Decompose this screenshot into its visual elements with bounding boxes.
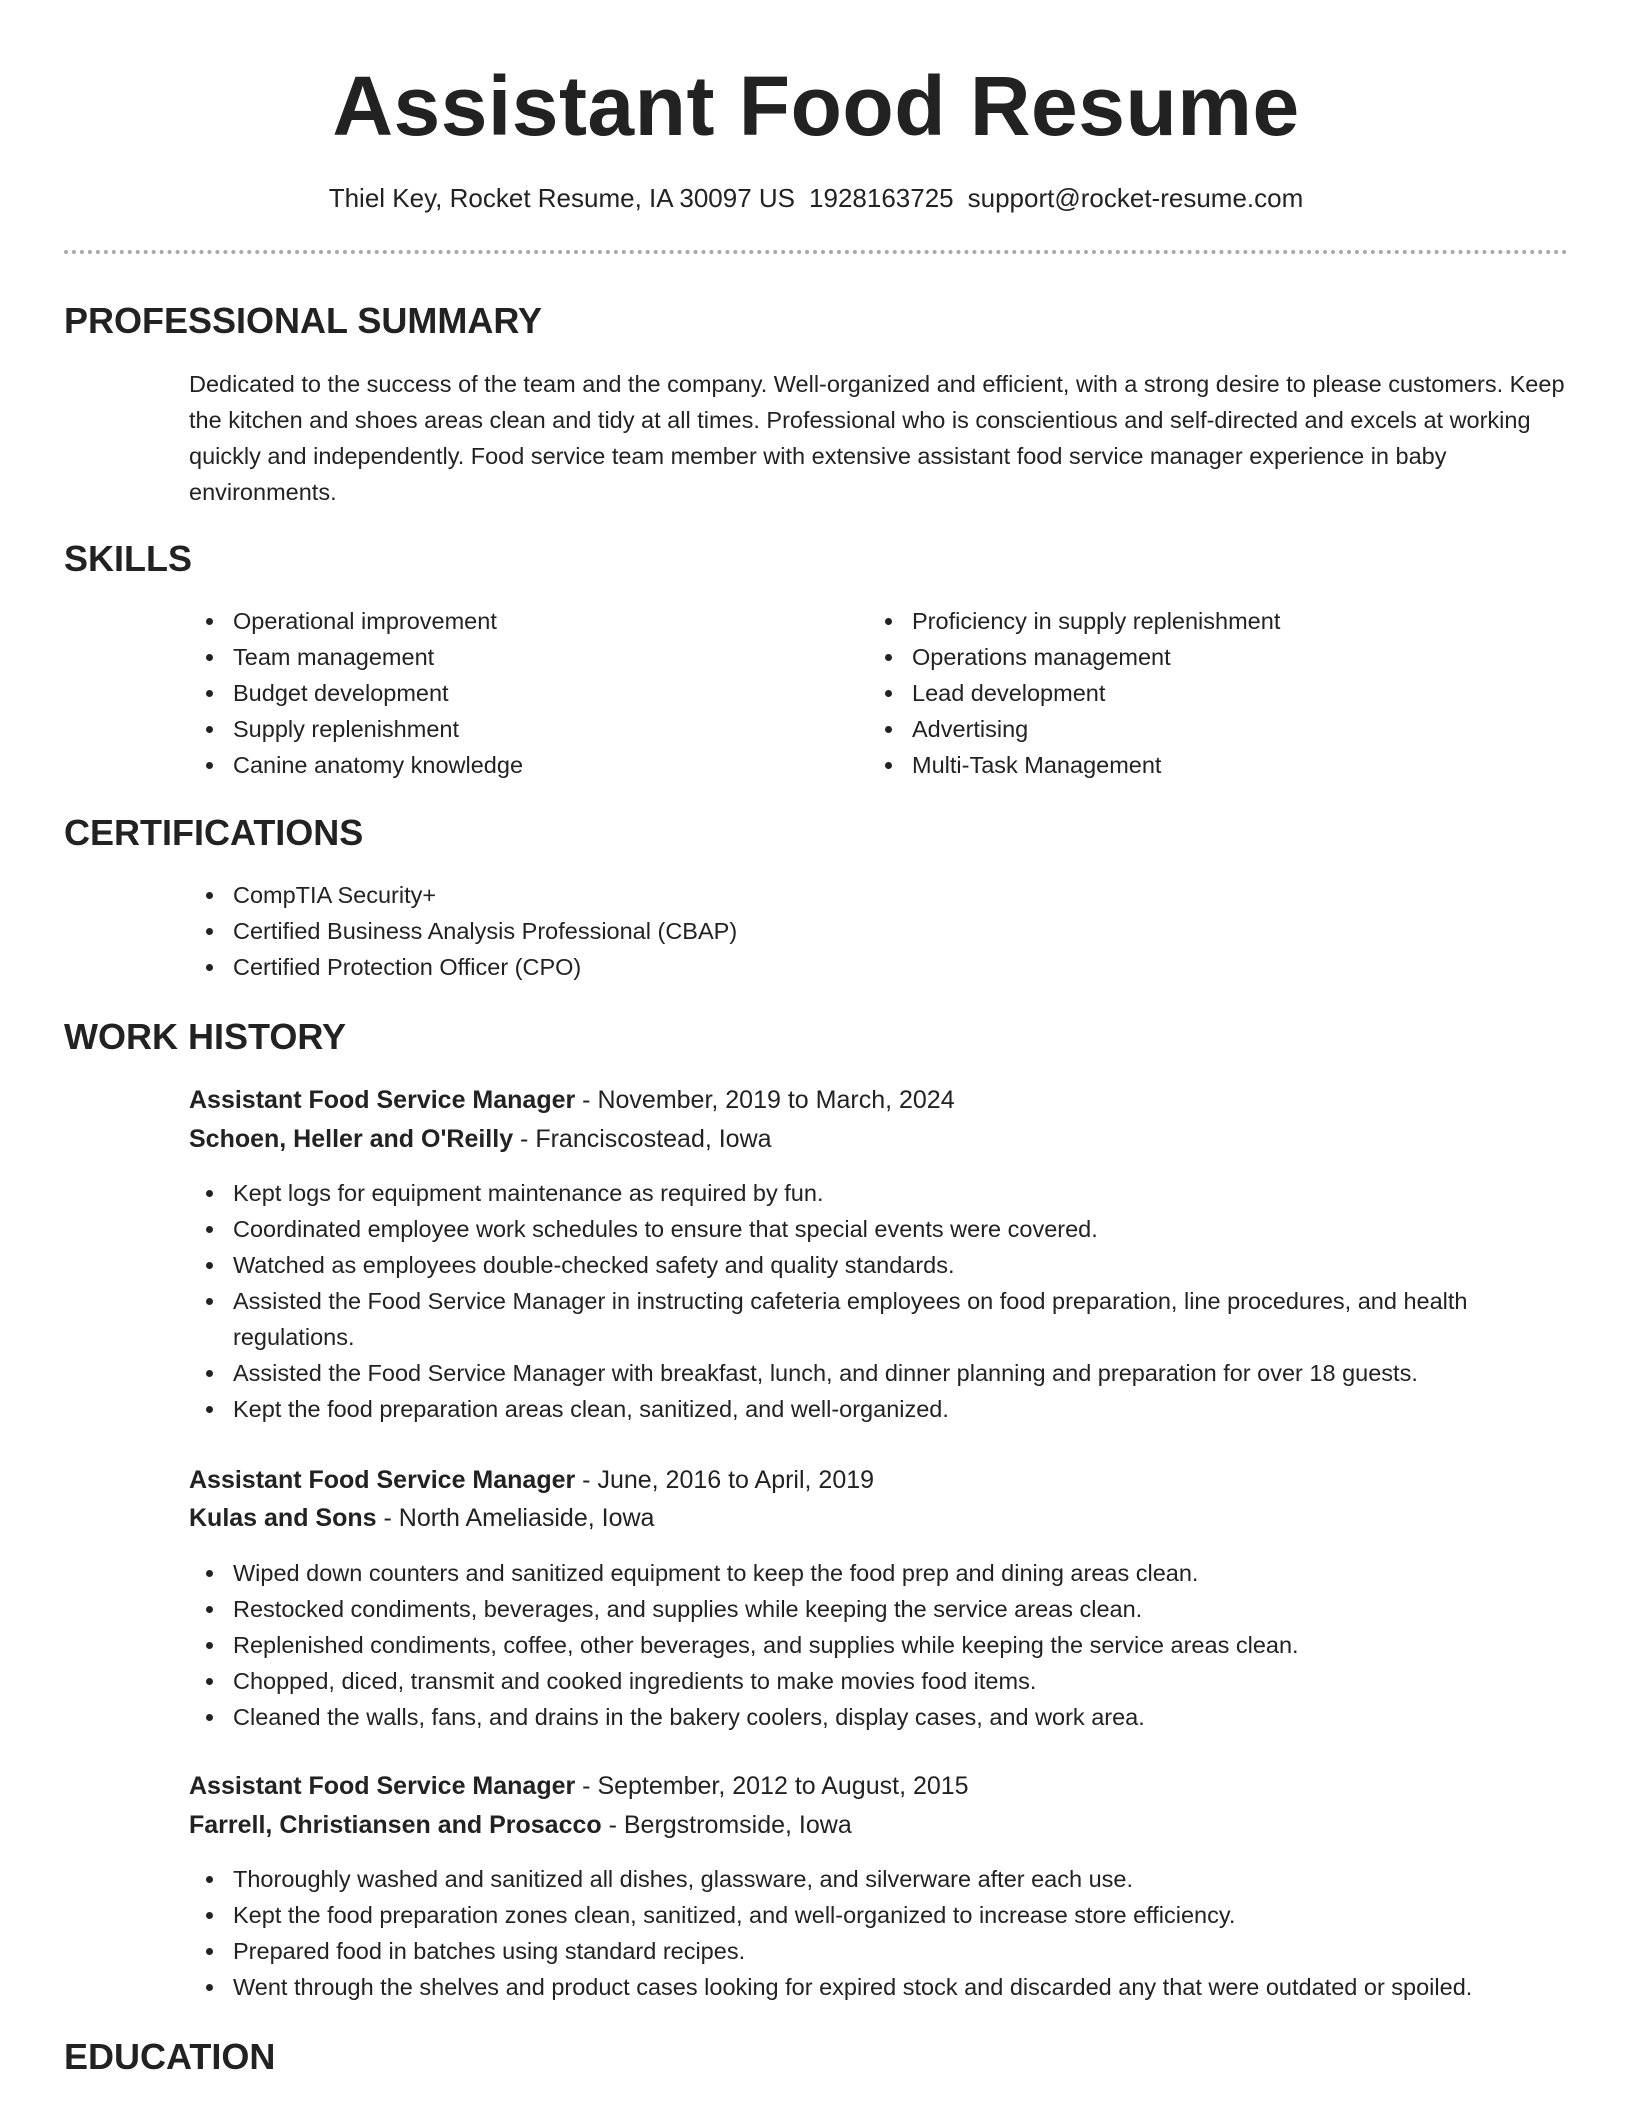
contact-line bbox=[0, 180, 1632, 216]
job-title: Assistant Food Service Manager bbox=[189, 1086, 576, 1114]
contact-phone: 1928163725 bbox=[809, 183, 954, 213]
job-title-line bbox=[189, 1461, 874, 1499]
list-item: Team management bbox=[189, 639, 829, 675]
list-item: Canine anatomy knowledge bbox=[189, 747, 829, 783]
job-company-line bbox=[189, 1499, 654, 1537]
job-company-line bbox=[189, 1120, 772, 1158]
list-item: Chopped, diced, transmit and cooked ingredients to make movies food items. bbox=[189, 1663, 1569, 1699]
list-item: Coordinated employee work schedules to ensure that special events were covered. bbox=[189, 1211, 1569, 1247]
certifications-list bbox=[189, 877, 1289, 985]
summary-text: Dedicated to the success of the team and the company. Well-organized and efficient, with a strong desire to please customers. Keep the kitchen and shoes areas clean and tidy at all times. Professional who is conscientious and self-directed and excels at working quickly and independently. Food service team member with extensive assistant food service manager experience in baby environments. bbox=[189, 371, 1565, 505]
list-item: CompTIA Security+ bbox=[189, 877, 1289, 913]
list-item: Wiped down counters and sanitized equipment to keep the food prep and dining areas clean. bbox=[189, 1555, 1569, 1591]
list-item: Went through the shelves and product cases looking for expired stock and discarded any that were outdated or spoiled. bbox=[189, 1969, 1589, 2005]
list-item: Lead development bbox=[868, 675, 1568, 711]
list-item: Prepared food in batches using standard recipes. bbox=[189, 1933, 1589, 1969]
skills-list-left bbox=[189, 603, 829, 783]
certifications-heading: CERTIFICATIONS bbox=[64, 812, 364, 853]
job-title-line bbox=[189, 1767, 969, 1805]
list-item: Cleaned the walls, fans, and drains in the bakery coolers, display cases, and work area. bbox=[189, 1699, 1569, 1735]
job-duties-list bbox=[189, 1175, 1569, 1427]
list-item: Advertising bbox=[868, 711, 1568, 747]
job-company: Farrell, Christiansen and Prosacco bbox=[189, 1811, 602, 1839]
job-company-line bbox=[189, 1806, 852, 1844]
list-item: Watched as employees double-checked safety and quality standards. bbox=[189, 1247, 1569, 1283]
list-item: Operations management bbox=[868, 639, 1568, 675]
list-item: Budget development bbox=[189, 675, 829, 711]
education-heading: EDUCATION bbox=[64, 2036, 276, 2077]
summary-heading: PROFESSIONAL SUMMARY bbox=[64, 300, 543, 341]
skills-list-right bbox=[868, 603, 1568, 783]
list-item: Restocked condiments, beverages, and supplies while keeping the service areas clean. bbox=[189, 1591, 1569, 1627]
list-item: Operational improvement bbox=[189, 603, 829, 639]
header-divider bbox=[64, 250, 1568, 254]
list-item: Assisted the Food Service Manager with breakfast, lunch, and dinner planning and preparation for over 18 guests. bbox=[189, 1355, 1569, 1391]
list-item: Kept logs for equipment maintenance as required by fun. bbox=[189, 1175, 1569, 1211]
work-history-heading: WORK HISTORY bbox=[64, 1016, 347, 1057]
list-item: Assisted the Food Service Manager in instructing cafeteria employees on food preparation, line procedures, and health regulations. bbox=[189, 1283, 1569, 1355]
job-duties-list bbox=[189, 1555, 1569, 1735]
job-dates: - November, 2019 to March, 2024 bbox=[575, 1086, 955, 1114]
list-item: Proficiency in supply replenishment bbox=[868, 603, 1568, 639]
list-item: Multi-Task Management bbox=[868, 747, 1568, 783]
job-company: Kulas and Sons bbox=[189, 1504, 377, 1532]
job-location: - Bergstromside, Iowa bbox=[601, 1811, 852, 1839]
contact-email[interactable]: support@rocket-resume.com bbox=[967, 183, 1304, 213]
list-item: Replenished condiments, coffee, other beverages, and supplies while keeping the service areas clean. bbox=[189, 1627, 1569, 1663]
contact-address: Thiel Key, Rocket Resume, IA 30097 US bbox=[328, 183, 796, 213]
list-item: Kept the food preparation zones clean, sanitized, and well-organized to increase store efficiency. bbox=[189, 1897, 1589, 1933]
job-dates: - September, 2012 to August, 2015 bbox=[575, 1772, 969, 1800]
list-item: Certified Protection Officer (CPO) bbox=[189, 949, 1289, 985]
list-item: Supply replenishment bbox=[189, 711, 829, 747]
job-title: Assistant Food Service Manager bbox=[189, 1772, 576, 1800]
job-title: Assistant Food Service Manager bbox=[189, 1466, 576, 1494]
job-duties-list bbox=[189, 1861, 1589, 2005]
job-dates: - June, 2016 to April, 2019 bbox=[575, 1466, 875, 1494]
skills-heading: SKILLS bbox=[64, 538, 193, 579]
list-item: Kept the food preparation areas clean, sanitized, and well-organized. bbox=[189, 1391, 1569, 1427]
list-item: Certified Business Analysis Professional (CBAP) bbox=[189, 913, 1289, 949]
job-company: Schoen, Heller and O'Reilly bbox=[189, 1125, 514, 1153]
job-title-line bbox=[189, 1081, 955, 1119]
resume-title: Assistant Food Resume bbox=[332, 59, 1300, 153]
job-location: - Franciscostead, Iowa bbox=[513, 1125, 772, 1153]
job-location: - North Ameliaside, Iowa bbox=[376, 1504, 655, 1532]
list-item: Thoroughly washed and sanitized all dishes, glassware, and silverware after each use. bbox=[189, 1861, 1589, 1897]
